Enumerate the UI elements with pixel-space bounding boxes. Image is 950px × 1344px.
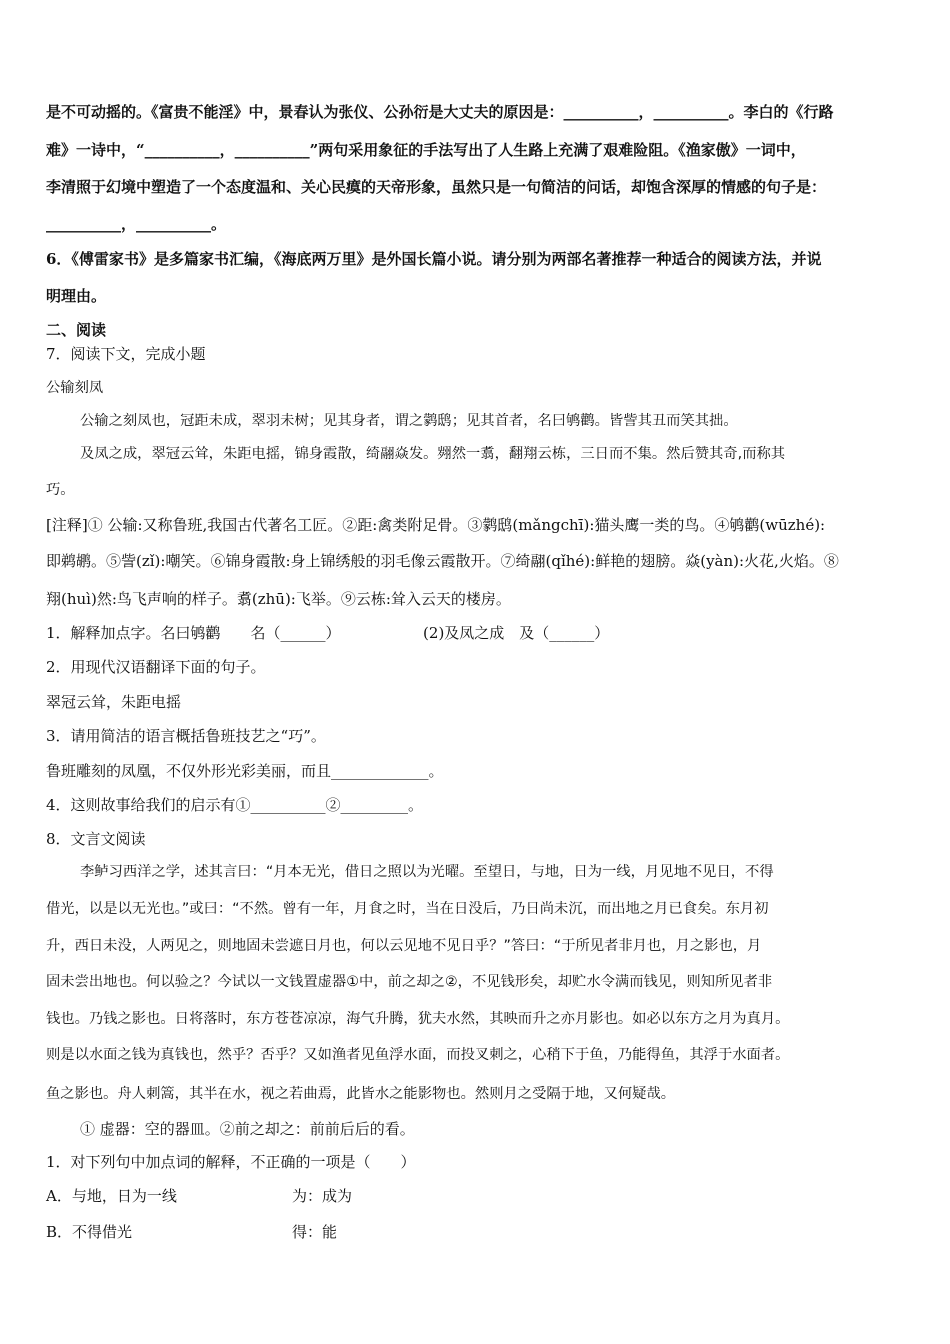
passage-8-line-7: 鱼之影也。舟人刺篙，其半在水，视之若曲焉，此皆水之能影物也。然则月之受隔于地，又何疑哉。 bbox=[46, 1086, 676, 1102]
continuation-line-1: 是不可动摇的。《富贵不能淫》中，景春认为张仪、公孙衍是大丈夫的原因是：__________，__________。李白的《行路 bbox=[46, 103, 834, 121]
annotation-line-1: [注释]① 公输:又称鲁班,我国古代著名工匠。②距:禽类附足骨。③鹲鸱(mǎngchī):猫头鹰一类的鸟。④鸲鹳(wūzhé): bbox=[46, 516, 826, 534]
passage-8-line-3: 升，西日未没，人两见之，则地固未尝遮日月也，何以云见地不见日乎？”答曰：“于所见者非月也，月之影也，月 bbox=[46, 938, 762, 954]
annotation-line-2: 即鹈鹕。⑤訾(zǐ):嘲笑。⑥锦身霞散:身上锦绣般的羽毛像云霞散开。⑦绮翮(qǐhé):鲜艳的翅膀。焱(yàn):火花,火焰。⑧ bbox=[46, 552, 839, 570]
option-a-text: A．与地，日为一线 bbox=[46, 1187, 177, 1205]
passage-paragraph-1: 公输之刻凤也，冠距未成，翠羽未树；见其身者，谓之鹲鸱；见其首者，名曰鸲鹳。皆訾其丑而笑其拙。 bbox=[80, 413, 738, 429]
continuation-line-3: 李清照于幻境中塑造了一个态度温和、关心民瘼的天帝形象，虽然只是一句简洁的问话，却饱含深厚的情感的句子是： bbox=[46, 178, 827, 196]
passage-8-line-6: 则是以水面之钱为真钱也，然乎？否乎？又如渔者见鱼浮水面，而投叉刺之，心稍下于鱼，乃能得鱼，其浮于水面者。 bbox=[46, 1047, 790, 1063]
subquestion-8-1: 1．对下列句中加点词的解释，不正确的一项是（ ） bbox=[46, 1153, 416, 1171]
section-heading-reading: 二、阅读 bbox=[46, 321, 107, 339]
annotation-line-3: 翔(huì)然:鸟飞声响的样子。翥(zhū):飞举。⑨云栋:耸入云天的楼房。 bbox=[46, 590, 511, 608]
subquestion-7-3: 3．请用简洁的语言概括鲁班技艺之“巧”。 bbox=[46, 727, 326, 745]
passage-8-note: ① 虚器：空的器皿。②前之却之：前前后后的看。 bbox=[80, 1120, 415, 1138]
question-6-line-2: 明理由。 bbox=[46, 287, 107, 305]
option-b-text: B．不得借光 bbox=[46, 1223, 133, 1241]
subquestion-7-3-answer: 鲁班雕刻的凤凰，不仅外形光彩美丽，而且_____________。 bbox=[46, 762, 444, 780]
subquestion-7-2: 2．用现代汉语翻译下面的句子。 bbox=[46, 658, 266, 676]
continuation-line-4: __________，__________。 bbox=[46, 215, 227, 233]
passage-8-line-4: 固未尝出地也。何以验之？今试以一文钱置虚器①中，前之却之②，不见钱形矣，却贮水令满而钱见，则知所见者非 bbox=[46, 974, 773, 990]
option-a-gloss: 为：成为 bbox=[292, 1187, 353, 1205]
passage-paragraph-2b: 巧。 bbox=[46, 482, 75, 498]
passage-8-line-1: 李鲈习西洋之学，述其言曰：“月本无光，借日之照以为光曜。至望日，与地，日为一线，月见地不见日，不得 bbox=[80, 864, 774, 880]
passage-8-line-5: 钱也。乃钱之影也。日将落时，东方苍苍凉凉，海气升腾，犹夫水然，其映而升之亦月影也。如必以东方之月为真月。 bbox=[46, 1011, 790, 1027]
question-6-line-1: 6．《傅雷家书》是多篇家书汇编，《海底两万里》是外国长篇小说。请分别为两部名著推荐一种适合的阅读方法，并说 bbox=[46, 250, 822, 268]
subquestion-7-4: 4．这则故事给我们的启示有①__________②_________。 bbox=[46, 796, 424, 814]
question-8-intro: 8．文言文阅读 bbox=[46, 830, 146, 848]
option-b-gloss: 得：能 bbox=[292, 1223, 338, 1241]
subquestion-7-1: 1．解释加点字。名曰鸲鹳 名（______） (2)及凤之成 及（______） bbox=[46, 624, 610, 642]
passage-paragraph-2a: 及凤之成，翠冠云耸，朱距电摇，锦身霞散，绮翮焱发。翙然一翥，翻翔云栋，三日而不集。然后赞其奇,而称其 bbox=[80, 446, 786, 462]
question-7-intro: 7．阅读下文，完成小题 bbox=[46, 345, 206, 363]
continuation-line-2: 难》一诗中，“__________，__________”两句采用象征的手法写出了人生路上充满了艰难险阻。《渔家傲》一词中， bbox=[46, 141, 806, 159]
passage-8-line-2: 借光，以是以无光也。”或曰：“不然。曾有一年，月食之时，当在日没后，乃日尚未沉，而出地之月已食矣。东月初 bbox=[46, 901, 769, 917]
translation-sentence: 翠冠云耸，朱距电摇 bbox=[46, 693, 182, 711]
passage-title: 公输刻凤 bbox=[46, 380, 104, 396]
